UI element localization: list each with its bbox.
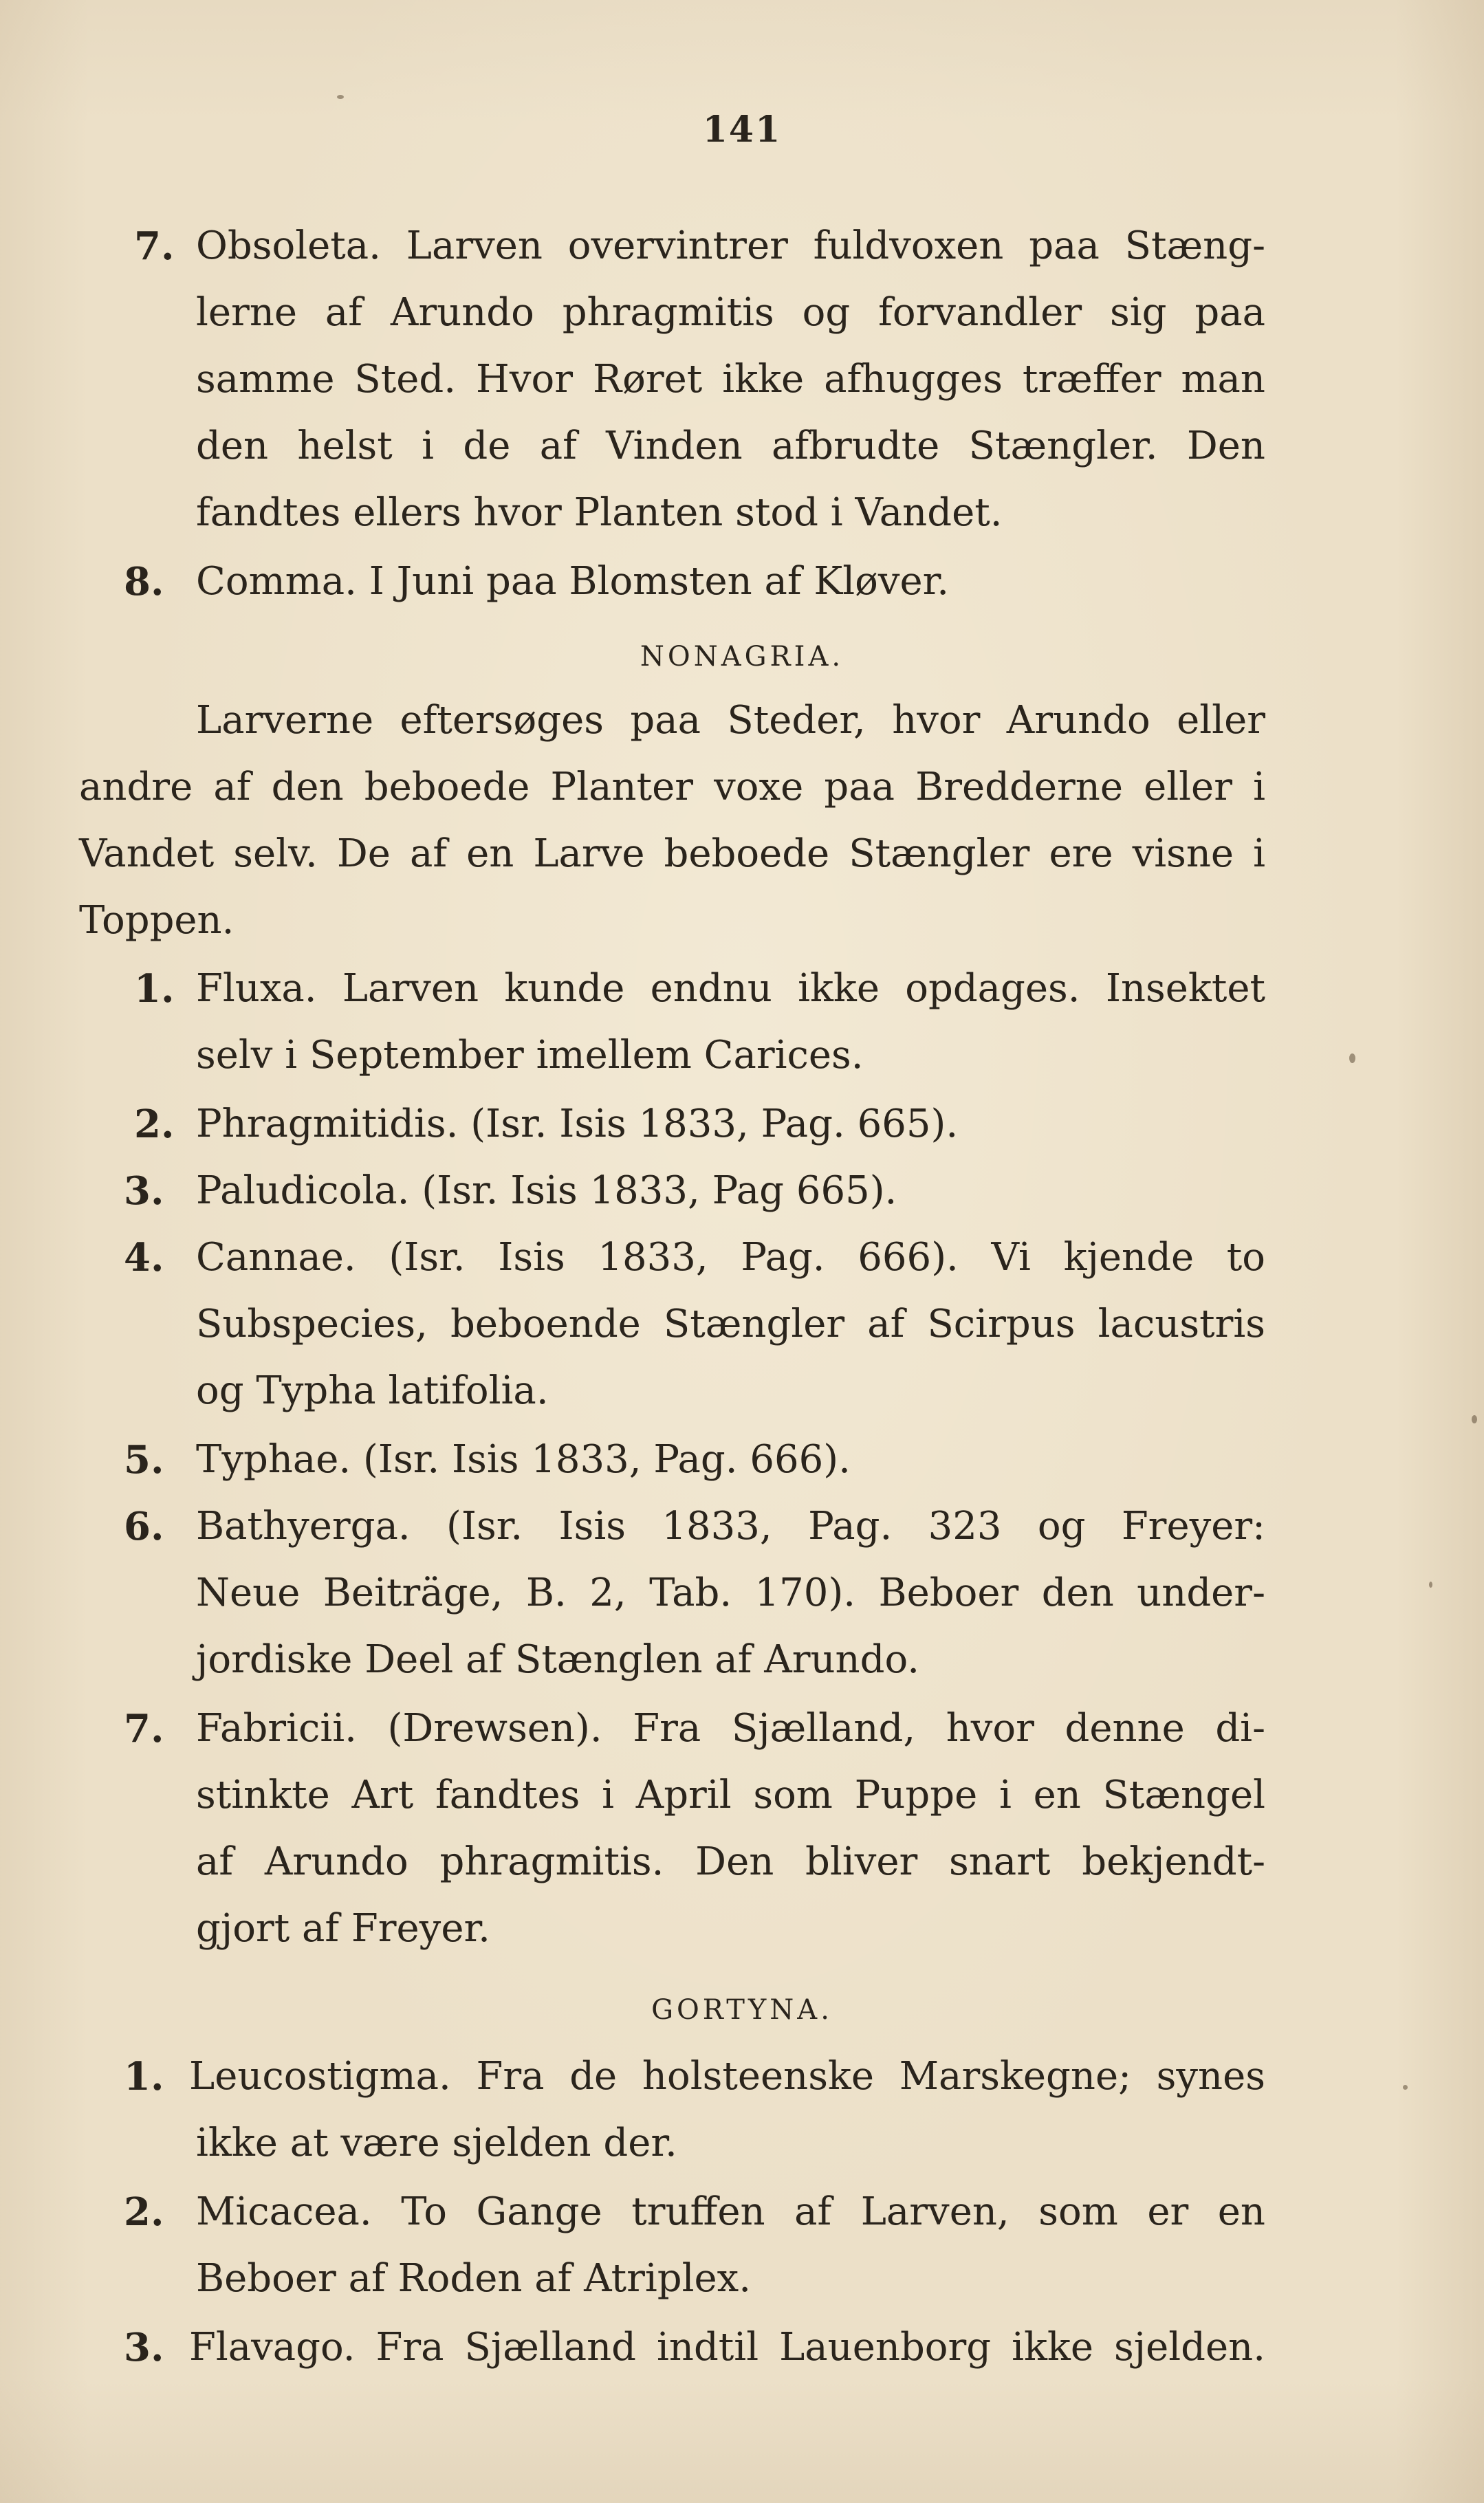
entry-number: 1. — [134, 966, 175, 1012]
entry-line: stinkte Art fandtes i April som Puppe i en Stængel — [196, 1773, 1265, 1817]
entry-number: 3. — [124, 2325, 164, 2370]
entry-line: Flavago. Fra Sjælland indtil Lauenborg ikke sjelden. — [189, 2325, 1265, 2370]
paper-speck — [337, 95, 344, 99]
entry-line: selv i September imellem Carices. — [196, 1033, 864, 1078]
entry-line: Fabricii. (Drewsen). Fra Sjælland, hvor denne di- — [196, 1706, 1265, 1751]
intro-line: Larverne eftersøges paa Steder, hvor Arundo eller — [196, 698, 1265, 743]
entry-number: 2. — [134, 1102, 175, 1147]
entry-line: den helst i de af Vinden afbrudte Stængler. Den — [196, 424, 1265, 468]
paper-speck — [1349, 1053, 1355, 1063]
entry-line: fandtes ellers hvor Planten stod i Vandet. — [196, 490, 1003, 535]
entry-line: Beboer af Roden af Atriplex. — [196, 2256, 752, 2301]
entry-number: 1. — [124, 2054, 164, 2099]
genus-heading: GORTYNA. — [651, 1994, 833, 2026]
entry-line: og Typha latifolia. — [196, 1368, 549, 1413]
entry-line: af Arundo phragmitis. Den bliver snart bekjendt- — [196, 1839, 1265, 1884]
entry-line: Bathyerga. (Isr. Isis 1833, Pag. 323 og Freyer: — [196, 1504, 1265, 1549]
entry-line: samme Sted. Hvor Røret ikke afhugges træffer man — [196, 357, 1265, 402]
entry-line: Phragmitidis. (Isr. Isis 1833, Pag. 665). — [196, 1102, 959, 1146]
entry-number: 2. — [124, 2189, 164, 2235]
page-number: 141 — [702, 109, 782, 151]
entry-line: Subspecies, beboende Stængler af Scirpus lacustris — [196, 1302, 1265, 1346]
paper-speck — [1403, 2085, 1408, 2090]
entry-number: 7. — [124, 1706, 164, 1751]
entry-number: 4. — [124, 1235, 164, 1280]
entry-line: Paludicola. (Isr. Isis 1833, Pag 665). — [196, 1168, 897, 1213]
intro-line: Toppen. — [79, 898, 234, 943]
entry-line: Comma. I Juni paa Blomsten af Kløver. — [196, 559, 950, 604]
genus-heading: NONAGRIA. — [640, 641, 844, 673]
entry-line: Cannae. (Isr. Isis 1833, Pag. 666). Vi kjende to — [196, 1235, 1265, 1280]
entry-number: 5. — [124, 1437, 164, 1483]
entry-line: lerne af Arundo phragmitis og forvandler sig paa — [196, 290, 1265, 335]
entry-line: Typhae. (Isr. Isis 1833, Pag. 666). — [196, 1437, 851, 1482]
entry-line: ikke at være sjelden der. — [196, 2121, 677, 2165]
paper-speck — [1429, 1582, 1432, 1588]
entry-line: Neue Beiträge, B. 2, Tab. 170). Beboer den under- — [196, 1571, 1265, 1615]
entry-line: Leucostigma. Fra de holsteenske Marskegne; synes — [189, 2054, 1265, 2099]
entry-line: Fluxa. Larven kunde endnu ikke opdages. Insektet — [196, 966, 1265, 1011]
entry-line: Obsoleta. Larven overvintrer fuldvoxen paa Stæng- — [196, 223, 1265, 268]
entry-line: gjort af Freyer. — [196, 1906, 490, 1951]
entry-number: 7. — [134, 223, 175, 269]
intro-line: Vandet selv. De af en Larve beboede Stængler ere visne i — [79, 831, 1265, 876]
intro-line: andre af den beboede Planter voxe paa Bredderne eller i — [79, 765, 1265, 809]
entry-number: 3. — [124, 1168, 164, 1214]
entry-number: 8. — [124, 559, 164, 604]
entry-line: Micacea. To Gange truffen af Larven, som er en — [196, 2189, 1265, 2234]
entry-number: 6. — [124, 1504, 164, 1549]
entry-line: jordiske Deel af Stænglen af Arundo. — [196, 1637, 919, 1682]
paper-speck — [1472, 1415, 1477, 1423]
